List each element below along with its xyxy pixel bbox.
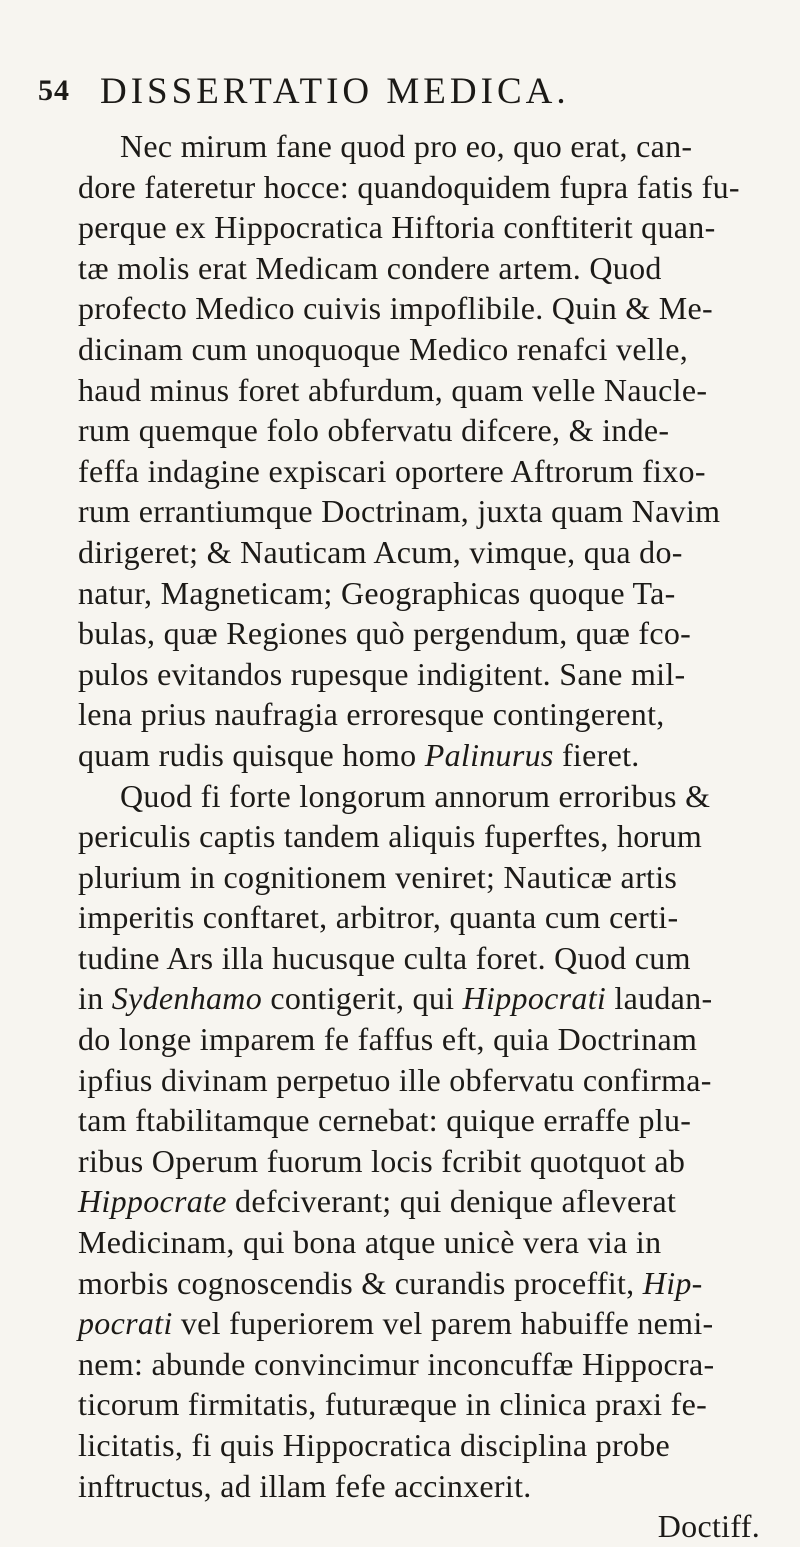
line-text: tam ftabilitamque cernebat: quique erraffe plu- <box>78 1102 692 1139</box>
text-line <box>78 207 778 248</box>
text-line <box>78 857 778 898</box>
line-text: pulos evitandos rupesque indigitent. Sane mil- <box>78 655 686 692</box>
text-line <box>78 654 778 695</box>
line-text: laudan- <box>606 980 713 1017</box>
line-text: morbis cognoscendis & curandis proceffit, <box>78 1264 643 1301</box>
running-head: DISSERTATIO MEDICA. <box>100 71 570 112</box>
body-text <box>78 126 778 1547</box>
line-text: Medicinam, qui bona atque unicè vera via in <box>78 1224 662 1261</box>
text-line <box>78 776 778 817</box>
text-line <box>78 370 778 411</box>
text-line <box>78 329 778 370</box>
text-line <box>78 694 778 735</box>
line-text: lena prius naufragia erroresque contingerent, <box>78 696 665 733</box>
text-line <box>78 1344 778 1385</box>
line-text: nem: abunde convincimur inconcuffæ Hippocra- <box>78 1345 715 1382</box>
text-line <box>78 410 778 451</box>
line-text: inftructus, ad illam fefe accinxerit. <box>78 1467 532 1504</box>
line-text: rum quemque folo obfervatu difcere, & inde- <box>78 412 670 449</box>
text-line <box>78 978 778 1019</box>
text-line <box>78 1100 778 1141</box>
text-line <box>78 938 778 979</box>
line-text: in <box>78 980 112 1017</box>
line-text: profecto Medico cuivis impoflibile. Quin & Me- <box>78 290 714 327</box>
text-line <box>78 1019 778 1060</box>
line-text: bulas, quæ Regiones quò pergendum, quæ fco- <box>78 615 692 652</box>
line-text: licitatis, fi quis Hippocratica disciplina probe <box>78 1427 671 1463</box>
text-line <box>78 1060 778 1101</box>
line-text: Doctiff. <box>657 1508 760 1545</box>
italic-text: Hip- <box>642 1264 703 1301</box>
line-text: dore fateretur hocce: quandoquidem fupra fatis fu- <box>78 168 740 205</box>
text-line <box>78 1466 778 1507</box>
line-text: perque ex Hippocratica Hiftoria conftiterit quan- <box>78 209 716 246</box>
italic-text: Palinurus <box>424 736 554 773</box>
catchword <box>78 1506 778 1547</box>
text-line <box>78 573 778 614</box>
page-header <box>38 66 758 112</box>
text-line <box>78 1222 778 1263</box>
line-text: defciverant; qui denique afleverat <box>226 1183 677 1220</box>
italic-text: Hippocrati <box>462 980 607 1017</box>
text-line <box>78 816 778 857</box>
line-text: Nec mirum fane quod pro eo, quo erat, can- <box>120 128 693 164</box>
text-line <box>78 735 778 776</box>
text-line <box>78 1303 778 1344</box>
text-line <box>78 1181 778 1222</box>
line-text: natur, Magneticam; Geographicas quoque Ta- <box>78 574 676 611</box>
text-line <box>78 897 778 938</box>
line-text: ipfius divinam perpetuo ille obfervatu confirma- <box>78 1061 712 1098</box>
line-text: Quod fi forte longorum annorum erroribus & <box>120 777 711 814</box>
line-text: quam rudis quisque homo <box>78 736 425 773</box>
line-text: feffa indagine expiscari oportere Aftrorum fixo- <box>78 452 706 489</box>
text-line <box>78 126 778 167</box>
line-text: imperitis conftaret, arbitror, quanta cum certi- <box>78 899 679 936</box>
line-text: haud minus foret abfurdum, quam velle Naucle- <box>78 371 708 408</box>
line-text: plurium in cognitionem veniret; Nauticæ artis <box>78 858 678 895</box>
text-line <box>78 248 778 289</box>
line-text: rum errantiumque Doctrinam, juxta quam Navim <box>78 493 721 530</box>
text-line <box>78 491 778 532</box>
text-line <box>78 451 778 492</box>
line-text: dicinam cum unoquoque Medico renafci velle, <box>78 330 689 367</box>
text-line <box>78 1384 778 1425</box>
text-line <box>78 167 778 208</box>
text-line <box>78 1425 778 1466</box>
italic-text: Sydenhamo <box>111 980 263 1017</box>
line-text: do longe imparem fe faffus eft, quia Doctrinam <box>78 1021 698 1058</box>
line-text: tudine Ars illa hucusque culta foret. Quod cum <box>78 939 691 976</box>
text-line <box>78 288 778 329</box>
italic-text: pocrati <box>78 1305 173 1342</box>
line-text: fieret. <box>553 736 640 773</box>
line-text: vel fuperiorem vel parem habuiffe nemi- <box>172 1305 714 1342</box>
line-text: contigerit, qui <box>262 980 463 1017</box>
line-text: dirigeret; & Nauticam Acum, vimque, qua do- <box>78 533 683 570</box>
line-text: ribus Operum fuorum locis fcribit quotquot ab <box>78 1142 686 1179</box>
line-text: ticorum firmitatis, futuræque in clinica praxi fe- <box>78 1386 708 1423</box>
text-line <box>78 1141 778 1182</box>
line-text: tæ molis erat Medicam condere artem. Quod <box>78 249 662 286</box>
text-line <box>78 1263 778 1304</box>
line-text: periculis captis tandem aliquis fuperftes, horum <box>78 818 703 855</box>
text-line <box>78 532 778 573</box>
italic-text: Hippocrate <box>78 1183 227 1220</box>
page-number: 54 <box>38 74 70 107</box>
text-line <box>78 613 778 654</box>
